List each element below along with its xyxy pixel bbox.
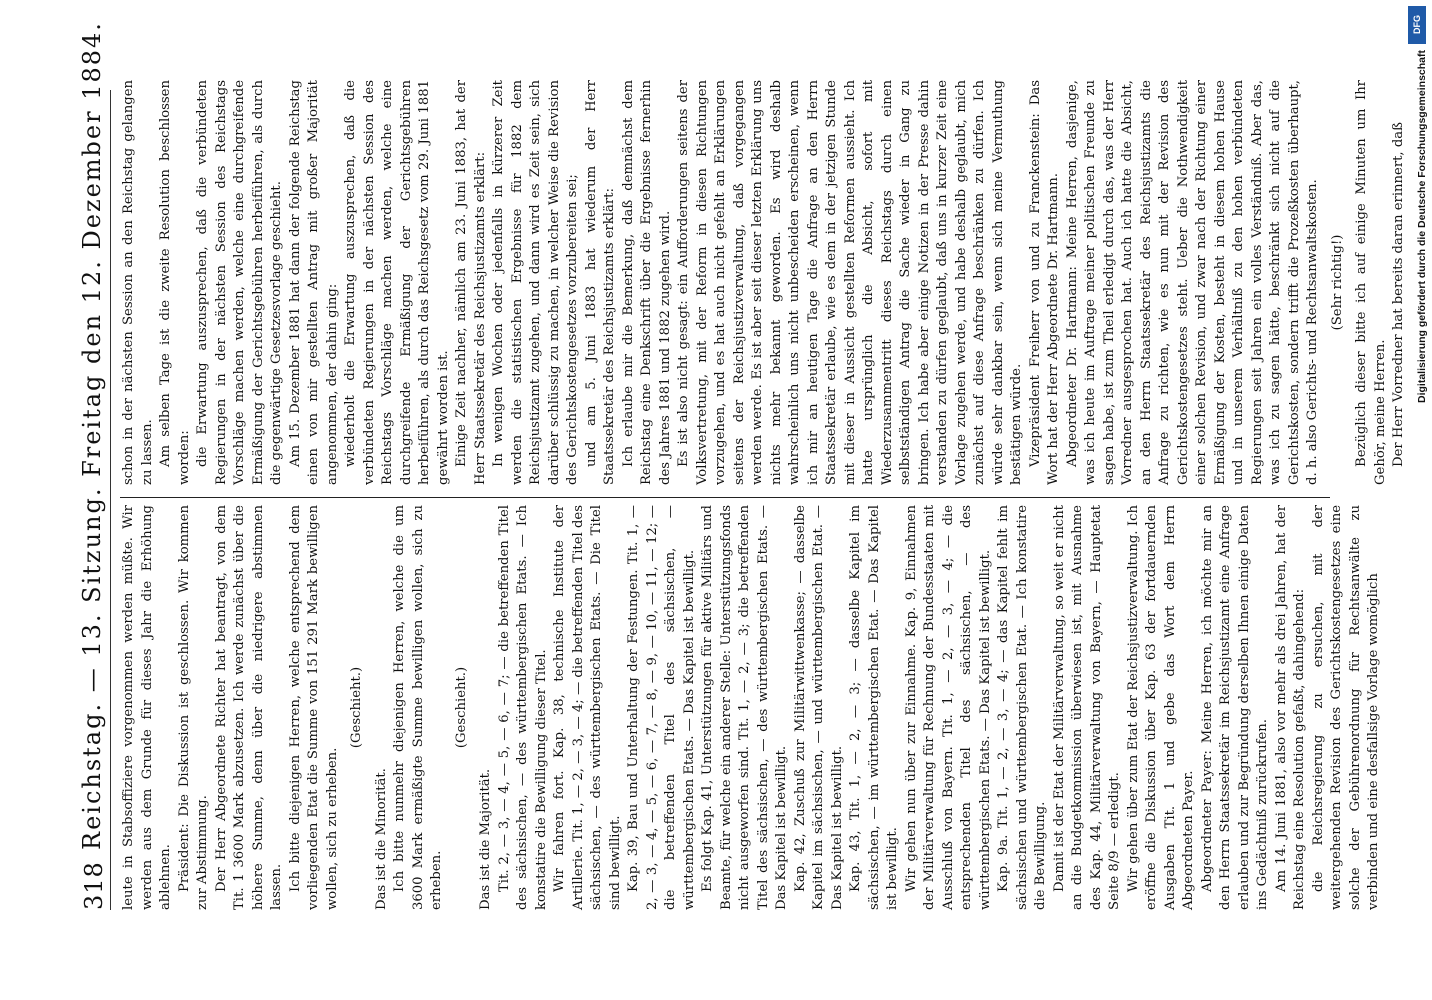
paragraph: Wir gehen über zum Etat der Reichsjustizverwaltung. Ich eröffne die Diskussion über Kap. 63 der fortdauernden Ausgaben Tit. 1 und gebe das Wort dem Herrn Abgeordneten Payer. — [1125, 505, 1196, 910]
paragraph: Wir fahren fort. Kap. 38, technische Institute der Artillerie. Tit. 1, — 2, — 3, — 4; — die betreffenden Titel des sächsischen, — des württembergischen Etats. — Die Titel sind bewilligt. — [552, 505, 623, 910]
paragraph: Kap. 9a. Tit. 1, — 2, — 3, — 4; — das Kapitel fehlt im sächsischen und württembergischen Etat. — Ich konstatire die Bewilligung. — [996, 505, 1048, 910]
paragraph: Kap. 43, Tit. 1, — 2, — 3; — dasselbe Kapitel im sächsischen, — im württembergischen Etat. — Das Kapitel ist bewilligt. — [848, 505, 900, 910]
paragraph: die Erwartung auszusprechen, daß die verbündeten Regierungen in der nächsten Session des Reichstags Vorschläge machen werden, welche eine durchgreifende Ermäßigung der Gerichtsgebühren herbeiführen, als durch die gegenwärtige Gesetzesvorlage geschieht. — [195, 80, 284, 485]
right-column — [120, 80, 1406, 485]
paragraph: schon in der nächsten Session an den Reichstag gelangen zu lassen. — [121, 80, 155, 485]
paragraph: (Sehr richtig!) — [1329, 234, 1345, 331]
page-header — [70, 21, 111, 910]
paragraph: Abgeordneter Payer: Meine Herren, ich möchte mir an den Herrn Staatssekretär im Reichsjustizamt eine Anfrage erlauben und zur Begründung derselben Ihnen einige Daten ins Gedächtniß zurückrufen. — [1199, 505, 1270, 910]
digitization-watermark — [1404, 0, 1432, 1000]
paragraph: Präsident: Die Diskussion ist geschlossen. Wir kommen zur Abstimmung. — [176, 505, 210, 910]
paragraph: Am 14. Juni 1881, also vor mehr als drei Jahren, hat der Reichstag eine Resolution gefaßt, dahingehend: — [1273, 505, 1307, 910]
paragraph: In wenigen Wochen oder jedenfalls in kürzerer Zeit werden die statistischen Ergebnisse für 1882 dem Reichsjustizamt zugehen, und dann wird es Zeit sein, sich darüber schlüssig zu machen, in welcher Weise die Revision des Gerichtskostengesetzes vorzubereiten sei; — [491, 80, 580, 485]
paragraph: und am 5. Juni 1883 hat wiederum der Herr Staatssekretär des Reichsjustizamts erklärt: — [583, 80, 617, 485]
running-head: Reichstag. — 13. Sitzung. Freitag den 12. Dezember 1884. — [78, 21, 106, 850]
paragraph: Damit ist der Etat der Militärverwaltung, so weit er nicht an die Budgetkommission überwiesen ist, mit Ausnahme des Kap. 44, Militärverwaltung von Bayern, — Hauptetat Seite 8/9 — erledigt. — [1051, 505, 1122, 910]
dfg-logo: DFG — [1408, 6, 1426, 44]
paragraph: Am selben Tage ist die zweite Resolution beschlossen worden: — [158, 80, 192, 485]
paragraph: Kap. 42, Zuschuß zur Militärwittwenkasse; — dasselbe Kapitel im sächsischen, — und württembergischen Etat. — Das Kapitel ist bewilligt. — [792, 505, 845, 910]
document-page — [60, 21, 1406, 970]
paragraph: (Geschieht.) — [453, 666, 469, 749]
paragraph: Wir gehen nun über zur Einnahme. Kap. 9, Einnahmen der Militärverwaltung für Rechnung der Bundesstaaten mit Ausschluß von Bayern. Tit. 1, — 2, — 3, — 4; — die entsprechenden Titel des sächsischen, — des württembergischen Etats. — Das Kapitel ist bewilligt. — [903, 505, 993, 910]
paragraph: Einige Zeit nachher, nämlich am 23. Juni 1883, hat der Herr Staatssekretär des Reichsjustizamts erklärt: — [454, 80, 488, 485]
paragraph: Bezüglich dieser bitte ich auf einige Minuten um Ihr Gehör, meine Herren. — [1354, 80, 1388, 485]
paragraph: Das ist die Minorität. — [373, 768, 389, 910]
paragraph: Der Herr Abgeordnete Richter hat beantragt, von dem Tit. 1 3600 Mark abzusetzen. Ich werde zunächst über die höhere Summe, denn über die niedrigere abstimmen lassen. — [213, 505, 284, 910]
paragraph: leute in Stabsoffiziere vorgenommen werden müßte. Wir werden aus dem Grunde für dieses Jahr die Erhöhung ablehnen. — [121, 505, 173, 910]
paragraph: Abgeordneter Dr. Hartmann: Meine Herren, dasjenige, was ich heute im Auftrage meiner politischen Freunde zu sagen habe, ist zum Theil erledigt durch das, was der Herr Vorredner ausgesprochen hat. Auch ich hatte die Absicht, an den Herrn Staatssekretär des Reichsjustizamts die Anfrage zu richten, wie es nun mit der Revision des Gerichtskostengesetzes steht. Ueber die Nothwendigkeit einer solchen Revision, und zwar nach der Richtung einer Ermäßigung der Kosten, besteht in diesem hohen Hause und in unserem Verhältniß zu den hohen verbündeten Regierungen seit Jahren ein volles Verständniß. Aber das, was ich zu sagen hätte, beschränkt sich nicht auf die Gerichtskosten, sondern trifft die Prozeßkosten überhaupt, d. h. also Gerichts- und Rechtsanwaltskosten. — [1064, 80, 1320, 485]
left-column — [120, 505, 1381, 910]
paragraph: Der Herr Vorredner hat bereits daran erinnert, daß — [1391, 122, 1406, 467]
dfg-credit-text: Digitalisierung gefördert durch die Deutsche Forschungsgemeinschaft — [1416, 50, 1428, 403]
paragraph: Vizepräsident Freiherr von und zu Franckenstein: Das Wort hat der Herr Abgeordnete Dr. Hartmann. — [1027, 80, 1061, 485]
paragraph: Ich bitte nunmehr diejenigen Herren, welche die um 3600 Mark ermäßigte Summe bewilligen wollen, sich zu erheben. — [392, 505, 444, 910]
paragraph: Am 15. Dezember 1881 hat dann der folgende Reichstag einen von mir gestellten Antrag mit großer Majorität angenommen, der dahin ging: — [287, 80, 340, 485]
paragraph: Ich erlaube mir die Bemerkung, daß demnächst dem Reichstag eine Denkschrift über die Ergebnisse fernerhin des Jahres 1881 und 1882 zugehen wird. — [620, 80, 673, 485]
paragraph: Tit. 2, — 3, — 4, — 5, — 6, — 7; — die betreffenden Titel des sächsischen, — des württembergischen Etats. — Ich konstatire die Bewilligung dieser Titel. — [496, 505, 549, 910]
paragraph: Kap. 39, Bau und Unterhaltung der Festungen. Tit. 1, — 2, — 3, — 4, — 5, — 6, — 7, — 8, — 9, — 10, — 11, — 12; — die betreffenden Titel des sächsischen, — württembergischen Etats. — Das Kapitel ist bewilligt. — [626, 505, 697, 910]
paragraph: Ich bitte diejenigen Herren, welche entsprechend dem vorliegenden Etat die Summe von 151 291 Mark bewilligen wollen, sich zu erheben. — [287, 505, 340, 910]
paragraph: die Reichsregierung zu ersuchen, mit der weitergehenden Revision des Gerichtskostengesetzes eine solche der Gebührenordnung für Rechtsanwälte zu verbinden und eine desfallsige Vorlage womöglich — [1310, 505, 1381, 910]
paragraph: Es folgt Kap. 41, Unterstützungen für aktive Militärs und Beamte, für welche ein anderer Stelle: Unterstützungsfonds nicht ausgeworfen sind. Tit. 1, — 2, — 3; die betreffenden Titel des sächsischen, — des württembergischen Etats. — Das Kapitel ist bewilligt. — [700, 505, 789, 910]
column-divider — [120, 497, 1330, 498]
paragraph: wiederholt die Erwartung auszusprechen, daß die verbündeten Regierungen in der nächsten Session des Reichstags Vorschläge machen werden, welche eine durchgreifende Ermäßigung der Gerichtsgebühren herbeiführen, als durch das Reichsgesetz vom 29. Juni 1881 gewährt worden ist. — [343, 80, 451, 485]
paragraph: Es ist also nicht gesagt: ein Aufforderungen seitens der Volksvertretung, mit der Reform in diesen Richtungen vorzugehen, und es hat auch nicht gefehlt an Erklärungen seitens der Reichsjustizverwaltung, daß vorgegangen werden werde. Es ist aber seit dieser letzten Erklärung uns nichts mehr bekannt geworden. Es wird deshalb wahrscheinlich uns nicht unbescheiden erscheinen, wenn ich mir an heutigen Tage die Anfrage an den Herrn Staatssekretär erlaube, wie es dem in der jetzigen Stunde mit dieser in Aussicht gestellten Reformen aussieht. Ich hatte ursprünglich die Absicht, sofort mit Wiederzusammentritt dieses Reichstags durch einen selbstständigen Antrag die Sache wieder in Gang zu bringen. Ich habe aber einige Notizen in der Presse dahin verstanden zu dürfen geglaubt, daß uns in kurzer Zeit eine Vorlage zugehen werde, und habe deshalb geglaubt, mich zunächst auf diese Anfrage beschränken zu dürfen. Ich würde sehr dankbar sein, wenn sich meine Vermuthung bestätigen würde. — [676, 80, 1024, 485]
paragraph: Das ist die Majorität. — [478, 768, 493, 910]
paragraph: (Geschieht.) — [349, 666, 364, 749]
page-number: 318 — [80, 861, 108, 910]
